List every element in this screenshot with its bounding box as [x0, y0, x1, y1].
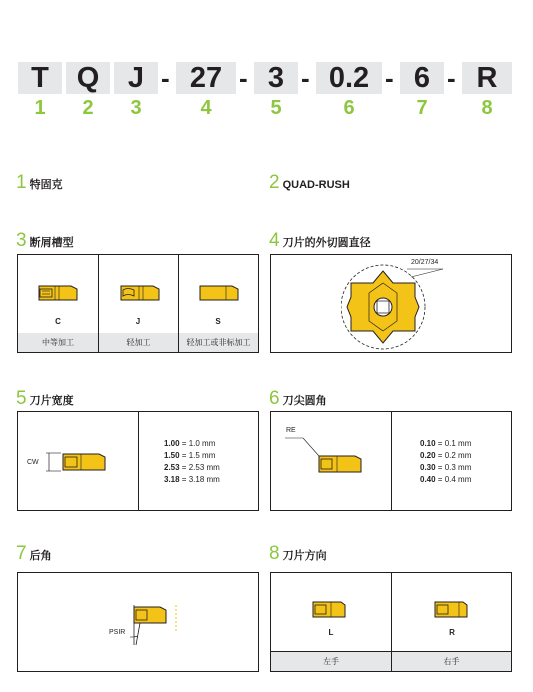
option-desc: 右手: [392, 652, 511, 671]
code-separator: -: [239, 63, 248, 93]
insert-width-icon: [43, 450, 109, 476]
width-table: [17, 411, 259, 511]
code-segment-4: 27: [176, 62, 236, 94]
option-desc: 轻加工或非标加工: [179, 333, 258, 352]
insert-direction-table: [270, 572, 512, 672]
section-1-heading: [16, 172, 63, 194]
option-desc: 轻加工: [99, 333, 178, 352]
radius-values: [420, 438, 471, 486]
option-code: L: [328, 628, 334, 637]
value-row: 0.20 = 0.2 mm: [420, 451, 472, 460]
clearance-angle-box: [17, 572, 259, 672]
re-label: RE: [286, 427, 296, 434]
section-title: 刀片的外切圆直径: [282, 237, 371, 249]
code-separator: -: [447, 63, 456, 93]
code-segment-5: 3: [254, 62, 298, 94]
diameter-diagram-box: [270, 254, 512, 353]
section-number: 7: [16, 543, 27, 564]
width-values: [164, 438, 220, 486]
section-8-heading: [269, 543, 327, 565]
section-6-heading: [269, 388, 327, 410]
option-code: S: [215, 317, 221, 326]
left-hand-insert-icon: [311, 599, 351, 621]
option-desc: 左手: [271, 652, 391, 671]
section-3-heading: [16, 230, 74, 252]
section-title: 刀尖圆角: [282, 395, 327, 407]
code-separator: -: [385, 63, 394, 93]
section-4-heading: [269, 230, 371, 252]
value-row: 0.30 = 0.3 mm: [420, 463, 472, 472]
value-row: 3.18 = 3.18 mm: [164, 475, 220, 484]
code-index-4: 4: [200, 97, 212, 119]
value-row: 2.53 = 2.53 mm: [164, 463, 220, 472]
insert-j-icon: [119, 283, 163, 303]
section-number: 6: [269, 388, 280, 409]
code-segment-3: J: [114, 62, 158, 94]
corner-radius-icon: [281, 434, 381, 478]
section-7-heading: [16, 543, 52, 565]
section-title: QUAD-RUSH: [282, 179, 350, 191]
value-row: 0.10 = 0.1 mm: [420, 439, 472, 448]
code-index-2: 2: [82, 97, 94, 119]
code-separator: -: [301, 63, 310, 93]
value-row: 1.00 = 1.0 mm: [164, 439, 216, 448]
section-title: 刀片方向: [282, 550, 327, 562]
section-number: 3: [16, 230, 27, 251]
code-segment-2: Q: [66, 62, 110, 94]
option-code: R: [449, 628, 455, 637]
option-desc: 中等加工: [18, 333, 98, 352]
code-index-1: 1: [34, 97, 46, 119]
insert-c-icon: [37, 283, 81, 303]
section-number: 5: [16, 388, 27, 409]
clearance-angle-icon: [118, 601, 188, 651]
code-index-3: 3: [130, 97, 142, 119]
code-segment-6: 0.2: [316, 62, 382, 94]
code-index-5: 5: [270, 97, 282, 119]
code-segment-7: 6: [400, 62, 444, 94]
code-index-8: 8: [481, 97, 493, 119]
right-hand-insert-icon: [433, 599, 473, 621]
circumscribed-circle-diagram: [341, 257, 511, 351]
section-2-heading: [269, 172, 350, 194]
code-index-6: 6: [343, 97, 355, 119]
section-title: 后角: [29, 550, 52, 562]
section-title: 特固克: [29, 179, 63, 191]
value-row: 0.40 = 0.4 mm: [420, 475, 472, 484]
psir-label: PSIR: [109, 629, 126, 636]
section-number: 8: [269, 543, 280, 564]
section-title: 刀片宽度: [29, 395, 74, 407]
section-number: 4: [269, 230, 280, 251]
insert-s-icon: [198, 283, 242, 303]
code-segment-1: T: [18, 62, 62, 94]
value-row: 1.50 = 1.5 mm: [164, 451, 216, 460]
option-code: C: [55, 317, 61, 326]
chip-breaker-table: [17, 254, 259, 353]
diameter-label: 20/27/34: [411, 259, 439, 266]
code-index-7: 7: [416, 97, 428, 119]
option-code: J: [135, 317, 141, 326]
section-5-heading: [16, 388, 74, 410]
code-separator: -: [161, 63, 170, 93]
section-number: 2: [269, 172, 280, 193]
corner-radius-table: [270, 411, 512, 511]
code-segment-8: R: [462, 62, 512, 94]
cw-label: CW: [27, 459, 39, 466]
section-number: 1: [16, 172, 27, 193]
section-title: 断屑槽型: [29, 237, 74, 249]
